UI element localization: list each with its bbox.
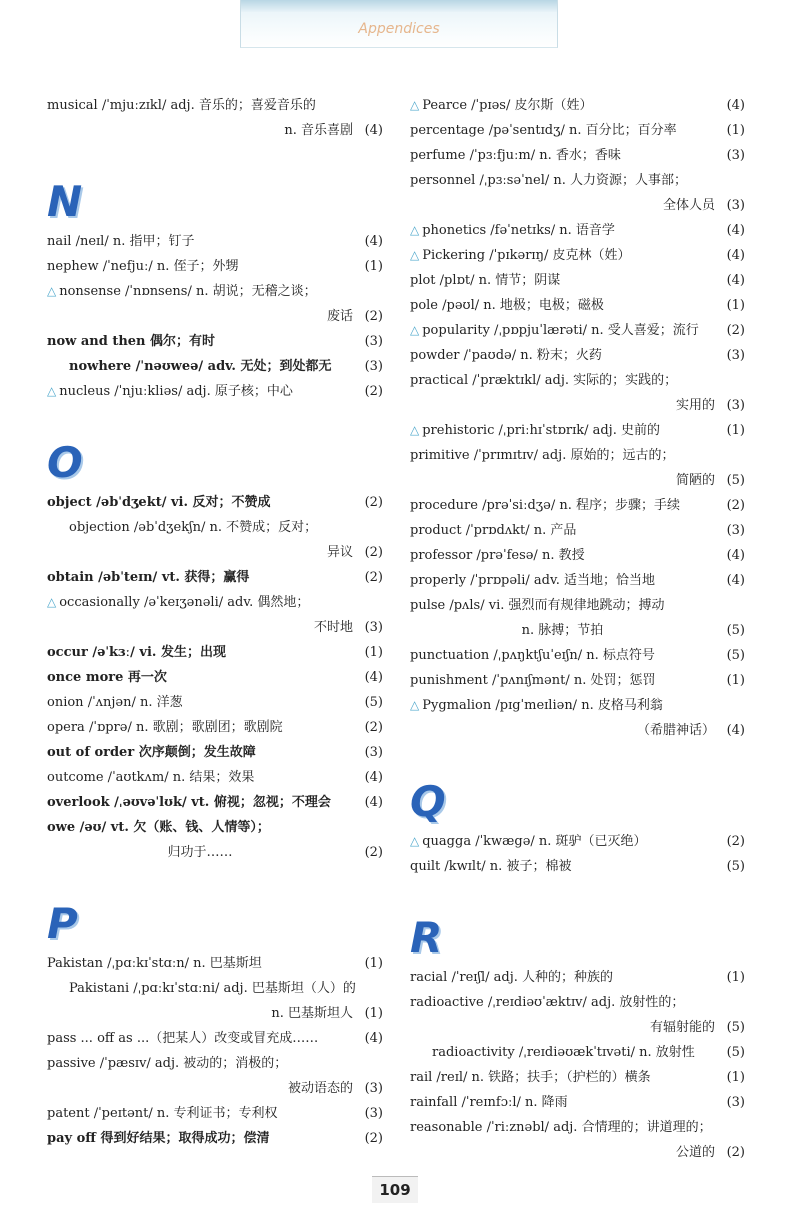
- unit-number: (4): [726, 548, 745, 563]
- entry-body: overlook /ˌəʊvəˈlʊk/ vt. 俯视；忽视；不理会: [47, 795, 331, 810]
- entry-text: [47, 615, 353, 640]
- glossary-entry-line: [47, 790, 383, 815]
- entry-body: professor /prəˈfesə/ n. 教授: [410, 548, 585, 563]
- glossary-entry-line: [410, 343, 745, 368]
- entry-body: product /ˈprɒdʌkt/ n. 产品: [410, 523, 577, 538]
- glossary-entry-line: [410, 218, 745, 243]
- entry-text: [69, 354, 331, 379]
- entry-text: [410, 1115, 712, 1140]
- section-letter-q: Q: [410, 777, 444, 826]
- entry-text: [410, 268, 560, 293]
- entry-text: [47, 1026, 318, 1051]
- unit-number: (3): [364, 1081, 383, 1096]
- entry-text: [410, 143, 621, 168]
- unit-number: (4): [364, 123, 383, 138]
- glossary-entry-line: [47, 490, 383, 515]
- entry-text: [410, 693, 663, 718]
- entry-text: [410, 1140, 715, 1165]
- entry-text: [47, 590, 309, 615]
- entry-body: n. 脉搏；节拍: [521, 623, 604, 638]
- unit-number: (2): [726, 1145, 745, 1160]
- glossary-entry-line: [410, 668, 745, 693]
- triangle-marker-icon: △: [410, 323, 420, 337]
- unit-number: (3): [726, 198, 745, 213]
- entry-text: [47, 379, 293, 404]
- unit-number: (5): [726, 648, 745, 663]
- entry-text: [410, 668, 655, 693]
- entry-body: 全体人员: [662, 198, 715, 213]
- entry-text: [410, 1090, 568, 1115]
- triangle-marker-icon: △: [410, 98, 420, 112]
- entry-text: [69, 976, 356, 1001]
- unit-number: (2): [364, 845, 383, 860]
- glossary-entry-line: [410, 643, 745, 668]
- unit-number: (5): [726, 473, 745, 488]
- glossary-column-left: [47, 93, 383, 1151]
- section-letter-r: R: [410, 913, 441, 962]
- entry-text: [47, 690, 183, 715]
- entry-text: [47, 790, 331, 815]
- unit-number: (1): [726, 970, 745, 985]
- entry-body: pulse /pʌls/ vi. 强烈而有规律地跳动；搏动: [410, 598, 665, 613]
- unit-number: (2): [726, 323, 745, 338]
- entry-text: [410, 193, 715, 218]
- glossary-entry-line: [47, 279, 383, 304]
- triangle-marker-icon: △: [410, 223, 420, 237]
- glossary-entry-line: [47, 118, 383, 143]
- unit-number: (2): [364, 309, 383, 324]
- unit-number: (1): [726, 673, 745, 688]
- glossary-entry-line: [47, 715, 383, 740]
- section-gap: [47, 865, 383, 887]
- unit-number: (5): [726, 1045, 745, 1060]
- entry-body: reasonable /ˈriːznəbl/ adj. 合情理的；讲道理的；: [410, 1120, 712, 1135]
- entry-body: rainfall /ˈreɪnfɔːl/ n. 降雨: [410, 1095, 568, 1110]
- unit-number: (2): [726, 834, 745, 849]
- triangle-marker-icon: △: [410, 834, 420, 848]
- entry-body: now and then 偶尔；有时: [47, 334, 216, 349]
- entry-body: once more 再一次: [47, 670, 167, 685]
- entry-body: 废话: [326, 309, 353, 324]
- unit-number: (4): [364, 795, 383, 810]
- entry-body: 被动语态的: [287, 1081, 353, 1096]
- unit-number: (4): [726, 723, 745, 738]
- entry-body: out of order 次序颠倒；发生故障: [47, 745, 256, 760]
- glossary-entry-line: [410, 568, 745, 593]
- glossary-entry-line: [47, 615, 383, 640]
- entry-body: Pearce /ˈpɪəs/ 皮尔斯（姓）: [422, 98, 593, 113]
- entry-text: [410, 343, 602, 368]
- entry-text: [47, 765, 254, 790]
- unit-number: (3): [364, 745, 383, 760]
- entry-body: nowhere /ˈnəʊweə/ adv. 无处；到处都无: [69, 359, 332, 374]
- unit-number: (4): [726, 98, 745, 113]
- unit-number: (1): [364, 645, 383, 660]
- entry-body: Pygmalion /pɪgˈmeɪliən/ n. 皮格马利翁: [422, 698, 663, 713]
- entry-body: racial /ˈreɪʃl/ adj. 人种的；种族的: [410, 970, 614, 985]
- entry-text: [410, 643, 655, 668]
- entry-body: nephew /ˈnefjuː/ n. 侄子；外甥: [47, 259, 239, 274]
- entry-text: [47, 329, 215, 354]
- entry-body: （希腊神话）: [636, 723, 715, 738]
- entry-text: [47, 565, 249, 590]
- appendices-header-tab: [240, 0, 558, 48]
- unit-number: (4): [364, 770, 383, 785]
- entry-text: [410, 965, 613, 990]
- glossary-entry-line: [47, 1001, 383, 1026]
- entry-body: objection /əbˈdʒekʃn/ n. 不赞成；反对；: [69, 520, 318, 535]
- glossary-entry-line: [47, 976, 383, 1001]
- entry-body: nail /neɪl/ n. 指甲；钉子: [47, 234, 195, 249]
- triangle-marker-icon: △: [47, 384, 57, 398]
- glossary-entry-line: [47, 254, 383, 279]
- glossary-entry-line: [410, 829, 745, 854]
- glossary-entry-line: [47, 740, 383, 765]
- unit-number: (2): [726, 498, 745, 513]
- entry-body: obtain /əbˈteɪn/ vt. 获得；赢得: [47, 570, 250, 585]
- glossary-entry-line: [47, 565, 383, 590]
- unit-number: (2): [364, 1131, 383, 1146]
- entry-text: [47, 740, 256, 765]
- unit-number: (1): [726, 1070, 745, 1085]
- entry-body: pole /pəʊl/ n. 地极；电极；磁极: [410, 298, 604, 313]
- entry-body: plot /plɒt/ n. 情节；阴谋: [410, 273, 561, 288]
- glossary-entry-line: [410, 854, 745, 879]
- entry-text: [47, 1076, 353, 1101]
- glossary-entry-line: [47, 329, 383, 354]
- entry-text: [410, 1065, 651, 1090]
- triangle-marker-icon: △: [47, 284, 57, 298]
- unit-number: (2): [364, 545, 383, 560]
- glossary-entry-line: [410, 1090, 745, 1115]
- unit-number: (1): [364, 259, 383, 274]
- unit-number: (3): [364, 334, 383, 349]
- entry-body: 异议: [326, 545, 353, 560]
- entry-body: phonetics /fəˈnetɪks/ n. 语音学: [422, 223, 615, 238]
- glossary-entry-line: [47, 1026, 383, 1051]
- glossary-entry-line: [410, 118, 745, 143]
- entry-body: radioactive /ˌreɪdiəʊˈæktɪv/ adj. 放射性的；: [410, 995, 685, 1010]
- entry-text: [410, 218, 615, 243]
- unit-number: (5): [726, 859, 745, 874]
- glossary-entry-line: [410, 93, 745, 118]
- unit-number: (3): [726, 1095, 745, 1110]
- unit-number: (4): [364, 1031, 383, 1046]
- entry-text: [410, 493, 680, 518]
- glossary-entry-line: [47, 951, 383, 976]
- glossary-entry-line: [47, 665, 383, 690]
- glossary-entry-line: [410, 693, 745, 718]
- glossary-entry-line: [47, 590, 383, 615]
- unit-number: (3): [726, 523, 745, 538]
- glossary-entry-line: [47, 815, 383, 840]
- glossary-entry-line: [410, 1115, 745, 1140]
- glossary-entry-line: [410, 1065, 745, 1090]
- entry-body: pay off 得到好结果；取得成功；偿清: [47, 1131, 270, 1146]
- section-gap: [47, 404, 383, 426]
- entry-text: [47, 254, 238, 279]
- entry-body: object /əbˈdʒekt/ vi. 反对；不赞成: [47, 495, 271, 510]
- entry-body: n. 音乐喜剧: [284, 123, 353, 138]
- section-gap: [410, 743, 745, 765]
- entry-body: prehistoric /ˌpriːhɪˈstɒrɪk/ adj. 史前的: [422, 423, 660, 438]
- glossary-entry-line: [47, 1051, 383, 1076]
- glossary-entry-line: [47, 840, 383, 865]
- unit-number: (3): [364, 359, 383, 374]
- unit-number: (1): [364, 956, 383, 971]
- section-letter-n: N: [47, 177, 81, 226]
- entry-body: 归功于……: [167, 845, 233, 860]
- unit-number: (5): [364, 695, 383, 710]
- unit-number: (3): [726, 348, 745, 363]
- entry-body: passive /ˈpæsɪv/ adj. 被动的；消极的；: [47, 1056, 288, 1071]
- entry-text: [47, 1126, 269, 1151]
- glossary-entry-line: [410, 493, 745, 518]
- unit-number: (5): [726, 1020, 745, 1035]
- entry-body: quilt /kwɪlt/ n. 被子；棉被: [410, 859, 572, 874]
- entry-body: occasionally /əˈkeɪʒənəli/ adv. 偶然地；: [59, 595, 310, 610]
- entry-text: [47, 840, 353, 865]
- unit-number: (4): [364, 234, 383, 249]
- entry-text: [410, 518, 576, 543]
- header-label: Appendices: [358, 21, 440, 37]
- glossary-entry-line: [47, 540, 383, 565]
- entry-text: [47, 951, 262, 976]
- glossary-entry-line: [47, 1101, 383, 1126]
- entry-body: 有辐射能的: [649, 1020, 715, 1035]
- glossary-entry-line: [47, 379, 383, 404]
- glossary-entry-line: [47, 690, 383, 715]
- glossary-entry-line: [47, 229, 383, 254]
- section-gap: [410, 879, 745, 901]
- entry-text: [410, 468, 715, 493]
- unit-number: (1): [726, 298, 745, 313]
- glossary-entry-line: [410, 618, 745, 643]
- entry-text: [47, 490, 271, 515]
- unit-number: (5): [726, 623, 745, 638]
- entry-body: 实用的: [675, 398, 715, 413]
- entry-text: [47, 815, 270, 840]
- entry-body: quagga /ˈkwægə/ n. 斑驴（已灭绝）: [422, 834, 647, 849]
- entry-body: punishment /ˈpʌnɪʃmənt/ n. 处罚；惩罚: [410, 673, 656, 688]
- entry-text: [47, 665, 167, 690]
- entry-body: 公道的: [675, 1145, 715, 1160]
- glossary-entry-line: [410, 143, 745, 168]
- triangle-marker-icon: △: [410, 698, 420, 712]
- entry-text: [410, 593, 665, 618]
- entry-text: [410, 93, 592, 118]
- glossary-entry-line: [47, 304, 383, 329]
- glossary-entry-line: [410, 243, 745, 268]
- entry-text: [410, 1015, 715, 1040]
- unit-number: (1): [726, 423, 745, 438]
- section-gap: [47, 143, 383, 165]
- glossary-entry-line: [410, 543, 745, 568]
- glossary-entry-line: [410, 593, 745, 618]
- header-wave-decoration: [241, 0, 557, 12]
- glossary-entry-line: [47, 515, 383, 540]
- unit-number: (2): [364, 720, 383, 735]
- entry-text: [410, 418, 660, 443]
- entry-body: popularity /ˌpɒpjuˈlærəti/ n. 受人喜爱；流行: [422, 323, 699, 338]
- glossary-entry-line: [410, 393, 745, 418]
- entry-body: Pakistan /ˌpɑːkɪˈstɑːn/ n. 巴基斯坦: [47, 956, 262, 971]
- glossary-entry-line: [410, 990, 745, 1015]
- entry-body: rail /reɪl/ n. 铁路；扶手；（护栏的）横条: [410, 1070, 651, 1085]
- entry-text: [410, 718, 715, 743]
- entry-text: [47, 1101, 278, 1126]
- unit-number: (2): [364, 384, 383, 399]
- glossary-entry-line: [410, 443, 745, 468]
- unit-number: (4): [726, 248, 745, 263]
- entry-body: n. 巴基斯坦人: [271, 1006, 353, 1021]
- glossary-entry-line: [47, 1076, 383, 1101]
- unit-number: (2): [364, 495, 383, 510]
- entry-body: 简陋的: [675, 473, 715, 488]
- glossary-entry-line: [47, 93, 383, 118]
- entry-text: [410, 318, 699, 343]
- glossary-entry-line: [410, 1140, 745, 1165]
- glossary-entry-line: [410, 293, 745, 318]
- entry-body: personnel /ˌpɜːsəˈnel/ n. 人力资源；人事部；: [410, 173, 688, 188]
- unit-number: (3): [726, 148, 745, 163]
- entry-body: practical /ˈpræktɪkl/ adj. 实际的；实践的；: [410, 373, 678, 388]
- entry-body: occur /əˈkɜː/ vi. 发生；出现: [47, 645, 226, 660]
- entry-text: [410, 368, 677, 393]
- entry-text: [47, 640, 226, 665]
- glossary-entry-line: [47, 765, 383, 790]
- entry-body: punctuation /ˌpʌŋktʃuˈeɪʃn/ n. 标点符号: [410, 648, 655, 663]
- glossary-entry-line: [410, 168, 745, 193]
- unit-number: (3): [364, 620, 383, 635]
- entry-body: nucleus /ˈnjuːkliəs/ adj. 原子核；中心: [59, 384, 293, 399]
- entry-body: nonsense /ˈnɒnsens/ n. 胡说；无稽之谈；: [59, 284, 317, 299]
- entry-body: radioactivity /ˌreɪdiəʊækˈtɪvəti/ n. 放射性: [432, 1045, 695, 1060]
- glossary-entry-line: [47, 640, 383, 665]
- entry-body: Pickering /ˈpɪkərɪŋ/ 皮克林（姓）: [422, 248, 631, 263]
- entry-body: patent /ˈpeɪtənt/ n. 专利证书；专利权: [47, 1106, 278, 1121]
- entry-text: [47, 1001, 353, 1026]
- entry-body: pass ... off as ...（把某人）改变或冒充成……: [47, 1031, 319, 1046]
- glossary-entry-line: [410, 268, 745, 293]
- triangle-marker-icon: △: [410, 423, 420, 437]
- entry-text: [410, 393, 715, 418]
- entry-body: Pakistani /ˌpɑːkɪˈstɑːni/ adj. 巴基斯坦（人）的: [69, 981, 356, 996]
- entry-text: [432, 1040, 695, 1065]
- unit-number: (1): [726, 123, 745, 138]
- entry-body: powder /ˈpaʊdə/ n. 粉末；火药: [410, 348, 602, 363]
- glossary-entry-line: [47, 354, 383, 379]
- entry-text: [410, 118, 677, 143]
- entry-body: primitive /ˈprɪmɪtɪv/ adj. 原始的；远古的；: [410, 448, 675, 463]
- entry-body: procedure /prəˈsiːdʒə/ n. 程序；步骤；手续: [410, 498, 680, 513]
- entry-text: [47, 279, 317, 304]
- glossary-column-right: [410, 93, 745, 1165]
- unit-number: (1): [364, 1006, 383, 1021]
- page-number: 109: [372, 1176, 418, 1203]
- section-letter-p: P: [47, 899, 76, 948]
- entry-text: [410, 243, 630, 268]
- unit-number: (4): [726, 223, 745, 238]
- entry-text: [410, 443, 674, 468]
- glossary-entry-line: [47, 1126, 383, 1151]
- unit-number: (2): [364, 570, 383, 585]
- entry-body: outcome /ˈaʊtkʌm/ n. 结果；效果: [47, 770, 255, 785]
- glossary-entry-line: [410, 1015, 745, 1040]
- entry-text: [47, 229, 194, 254]
- entry-body: 不时地: [313, 620, 353, 635]
- glossary-entry-line: [410, 965, 745, 990]
- entry-text: [410, 568, 655, 593]
- entry-text: [47, 118, 353, 143]
- entry-text: [410, 618, 715, 643]
- entry-text: [47, 1051, 287, 1076]
- glossary-entry-line: [410, 1040, 745, 1065]
- unit-number: (4): [726, 273, 745, 288]
- entry-body: musical /ˈmjuːzɪkl/ adj. 音乐的；喜爱音乐的: [47, 98, 316, 113]
- glossary-entry-line: [410, 718, 745, 743]
- unit-number: (3): [364, 1106, 383, 1121]
- entry-text: [47, 93, 316, 118]
- entry-body: perfume /ˈpɜːfjuːm/ n. 香水；香味: [410, 148, 621, 163]
- glossary-entry-line: [410, 368, 745, 393]
- glossary-entry-line: [410, 193, 745, 218]
- entry-text: [410, 990, 684, 1015]
- entry-text: [410, 543, 585, 568]
- triangle-marker-icon: △: [410, 248, 420, 262]
- entry-text: [47, 715, 283, 740]
- entry-text: [410, 854, 571, 879]
- entry-text: [410, 293, 604, 318]
- entry-text: [69, 515, 317, 540]
- unit-number: (4): [726, 573, 745, 588]
- entry-body: owe /əʊ/ vt. 欠（账、钱、人情等）；: [47, 820, 270, 835]
- entry-text: [47, 304, 353, 329]
- entry-text: [47, 540, 353, 565]
- unit-number: (4): [364, 670, 383, 685]
- entry-body: onion /ˈʌnjən/ n. 洋葱: [47, 695, 183, 710]
- glossary-entry-line: [410, 318, 745, 343]
- entry-body: percentage /pəˈsentɪdʒ/ n. 百分比；百分率: [410, 123, 677, 138]
- glossary-entry-line: [410, 468, 745, 493]
- unit-number: (3): [726, 398, 745, 413]
- glossary-entry-line: [410, 418, 745, 443]
- triangle-marker-icon: △: [47, 595, 57, 609]
- entry-body: properly /ˈprɒpəli/ adv. 适当地；恰当地: [410, 573, 656, 588]
- entry-body: opera /ˈɒprə/ n. 歌剧；歌剧团；歌剧院: [47, 720, 283, 735]
- section-letter-o: O: [47, 438, 81, 487]
- entry-text: [410, 829, 647, 854]
- glossary-entry-line: [410, 518, 745, 543]
- entry-text: [410, 168, 687, 193]
